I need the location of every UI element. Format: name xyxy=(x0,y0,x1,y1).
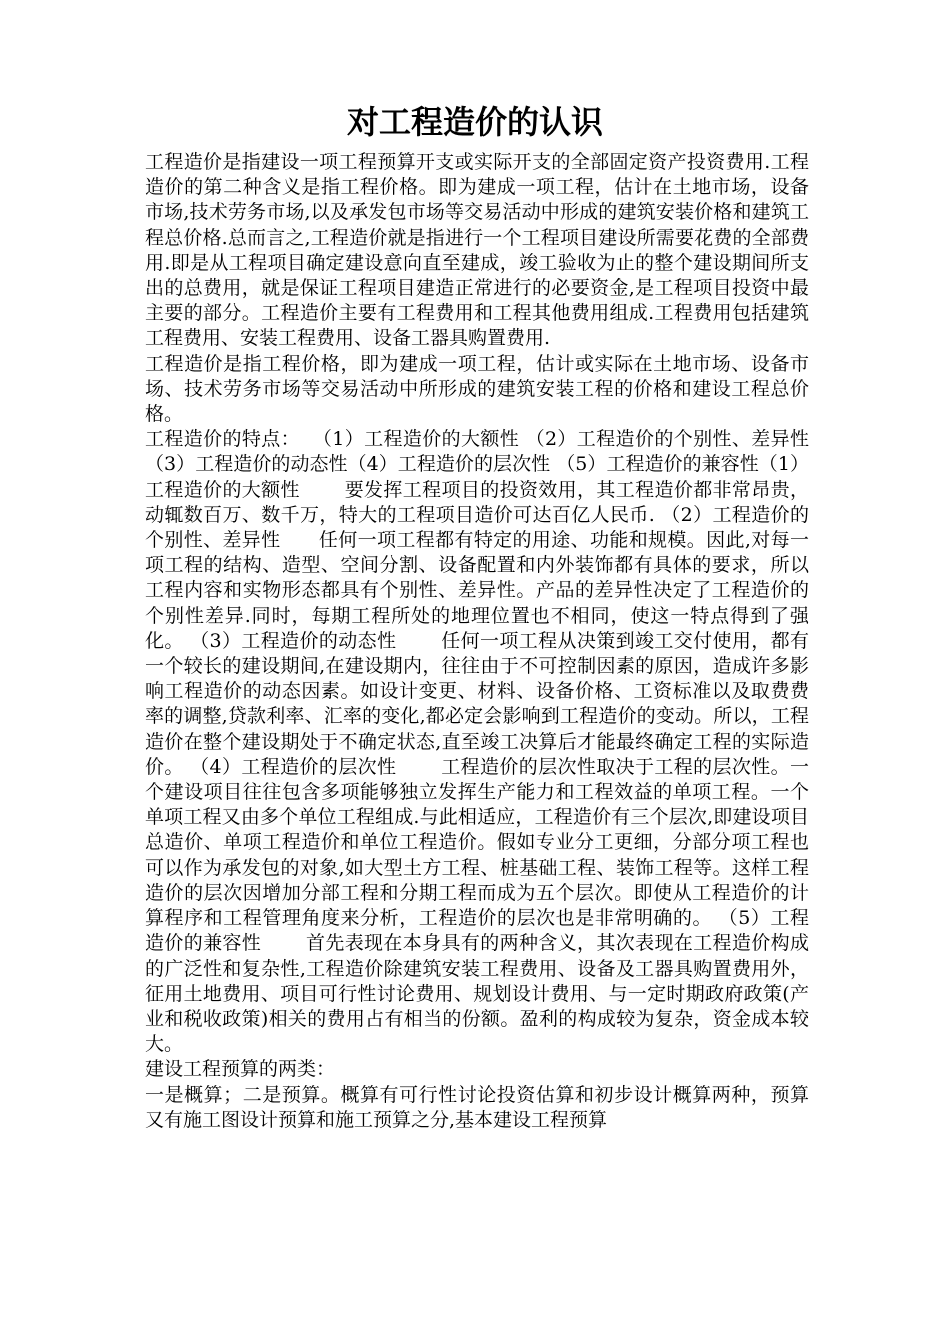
paragraph-budget-types: 一是概算；二是预算。概算有可行性讨论投资估算和初步设计概算两种，预算又有施工图设计预算和施工预算之分,基本建设工程预算 xyxy=(145,1083,809,1131)
document-body xyxy=(145,150,816,1133)
paragraph-budget-heading: 建设工程预算的两类： xyxy=(145,1058,336,1081)
paragraph-definition: 工程造价是指建设一项工程预算开支或实际开支的全部固定资产投资费用.工程造价的第二种含义是指工程价格。即为建成一项工程，估计在土地市场，设备市场,技术劳务市场,以及承发包市场等交易活动中形成的建筑安装价格和建筑工程总价格.总而言之,工程造价就是指进行一个工程项目建设所需要花费的全部费用.即是从工程项目确定建设意向直至建成，竣工验收为止的整个建设期间所支出的总费用，就是保证工程项目建造正常进行的必要资金,是工程项目投资中最主要的部分。工程造价主要有工程费用和工程其他费用组成.工程费用包括建筑工程费用、安装工程费用、设备工器具购置费用. xyxy=(145,151,809,350)
paragraph-price-definition: 工程造价是指工程价格，即为建成一项工程，估计或实际在土地市场、设备市场、技术劳务市场等交易活动中所形成的建筑安装工程的价格和建设工程总价格。 xyxy=(145,352,809,426)
paragraph-characteristics: 工程造价的特点： （1）工程造价的大额性 （2）工程造价的个别性、差异性 （3）工程造价的动态性（4）工程造价的层次性 （5）工程造价的兼容性（1）工程造价的大额性 要发挥工程项目的投资效用，其工程造价都非常昂贵，动辄数百万、数千万，特大的工程项目造价可达百亿人民币. （2）工程造价的个别性、差异性 任何一项工程都有特定的用途、功能和规模。因此,对每一项工程的结构、造型、空间分割、设备配置和内外装饰都有具体的要求，所以工程内容和实物形态都具有个别性、差异性。产品的差异性决定了工程造价的个别性差异.同时，每期工程所处的地理位置也不相同，使这一特点得到了强化。 （3）工程造价的动态性 任何一项工程从决策到竣工交付使用，都有一个较长的建设期间,在建设期内，往往由于不可控制因素的原因，造成许多影响工程造价的动态因素。如设计变更、材料、设备价格、工资标准以及取费费率的调整,贷款利率、汇率的变化,都必定会影响到工程造价的变动。所以，工程造价在整个建设期处于不确定状态,直至竣工决算后才能最终确定工程的实际造价。 （4）工程造价的层次性 工程造价的层次性取决于工程的层次性。一个建设项目往往包含多项能够独立发挥生产能力和工程效益的单项工程。一个单项工程又由多个单位工程组成.与此相适应，工程造价有三个层次,即建设项目总造价、单项工程造价和单位工程造价。假如专业分工更细，分部分项工程也可以作为承发包的对象,如大型土方工程、桩基础工程、装饰工程等。这样工程造价的层次因增加分部工程和分期工程而成为五个层次。即使从工程造价的计算程序和工程管理角度来分析，工程造价的层次也是非常明确的。 （5）工程造价的兼容性 首先表现在本身具有的两种含义，其次表现在工程造价构成的广泛性和复杂性,工程造价除建筑安装工程费用、设备及工器具购置费用外，征用土地费用、项目可行性讨论费用、规划设计费用、与一定时期政府政策(产业和税收政策)相关的费用占有相当的份额。盈利的构成较为复杂，资金成本较大。 xyxy=(145,428,816,1056)
document-title: 对工程造价的认识 xyxy=(346,103,603,141)
